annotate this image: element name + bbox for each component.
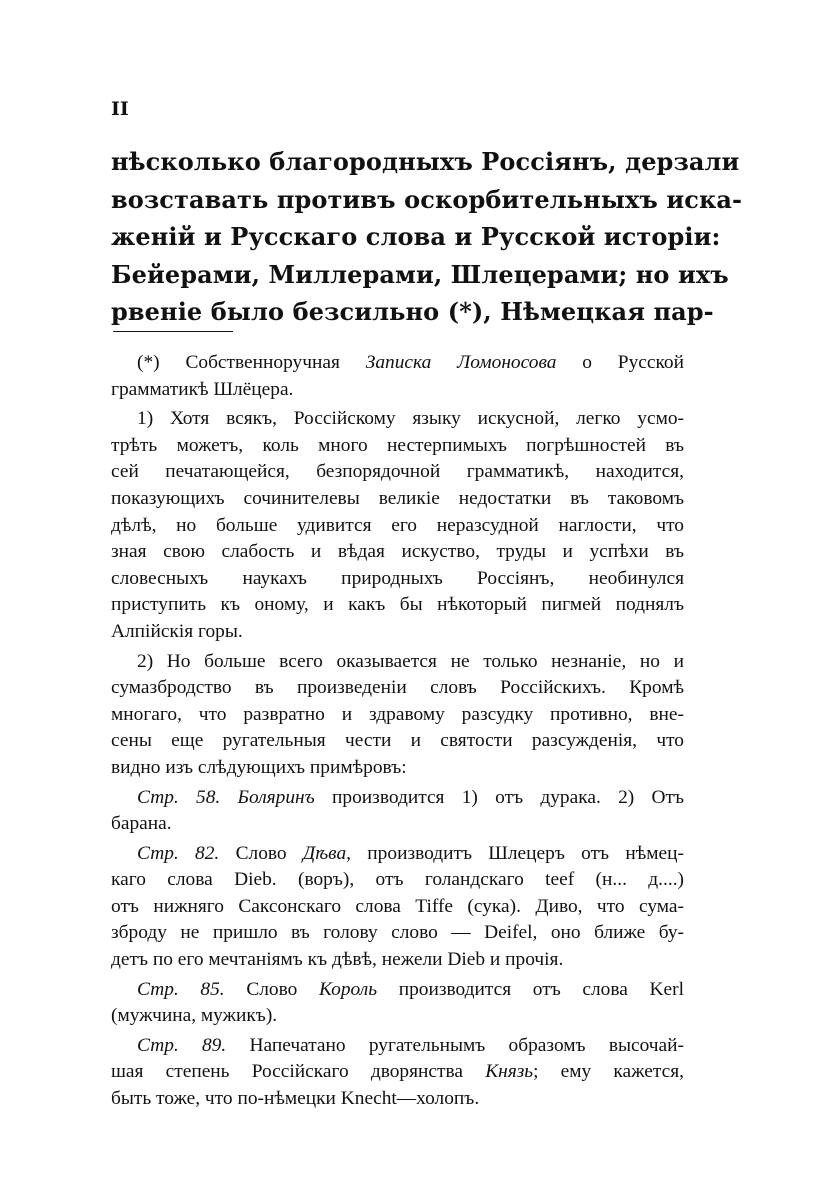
footnote-source-title: Записка Ломоносова: [365, 352, 557, 373]
footnote-line: сумазбродство въ произведеніи словъ Россійскихъ. Кромѣ: [111, 677, 684, 699]
footnote-line: зная свою слабость и вѣдая искуство, труды и успѣхи въ: [111, 541, 684, 563]
example-word: Король: [319, 978, 378, 1000]
page-number: II: [111, 98, 129, 120]
footnote-header: [111, 350, 684, 403]
example-line: [111, 1033, 684, 1060]
example-page-89: [111, 1033, 684, 1113]
example-line: каго слова Dieb. (воръ), отъ голандскаго teef (н... д....): [111, 869, 684, 891]
page-reference: Стр. 85.: [137, 978, 225, 1000]
footnote-header-rest: о Русской: [582, 352, 685, 373]
footnote-line: Алпійскія горы.: [111, 620, 243, 642]
example-word: Князь: [485, 1061, 534, 1083]
example-text: Слово: [246, 978, 298, 1000]
main-text-line: Бейерами, Миллерами, Шлецерами; но ихъ: [111, 259, 729, 289]
example-text: ; ему кажется,: [533, 1061, 684, 1083]
footnote-line: сены еще ругательныя чести и святости разсужденія, что: [111, 730, 684, 752]
footnote-line: трѣть можетъ, коль много нестерпимыхъ погрѣшностей въ: [111, 434, 684, 456]
example-page-85: [111, 977, 684, 1030]
main-text-line: рвеніе было безсильно (*), Нѣмецкая пар-: [111, 297, 714, 326]
footnote-header-line: [111, 350, 684, 377]
page-reference: Стр. 58.: [137, 786, 221, 808]
example-text: Напечатано ругательнымъ образомъ высочай-: [249, 1034, 684, 1056]
footnote-line: многаго, что развратно и здравому разсудку противно, вне-: [111, 703, 684, 725]
example-line: (мужчина, мужикъ).: [111, 1005, 278, 1027]
example-text: производится отъ слова Kerl: [398, 978, 684, 1000]
example-page-82: [111, 841, 684, 974]
footnote-line: приступить къ оному, и какъ бы нѣкоторый пигмей поднялъ: [111, 594, 684, 616]
example-text: производится 1) отъ дурака. 2) Отъ: [332, 786, 685, 808]
footnote-line: 2) Но больше всего оказывается не только незнаніе, но и: [137, 650, 684, 672]
example-line: [111, 977, 684, 1004]
example-line: барана.: [111, 813, 172, 835]
footnote-header-line: грамматикѣ Шлёцера.: [111, 378, 294, 400]
page-reference: Стр. 82.: [137, 842, 220, 864]
footnote-item-2: [111, 649, 684, 782]
example-line: детъ по его мечтаніямъ къ дѣвѣ, нежели Dieb и прочія.: [111, 949, 564, 971]
example-line: быть тоже, что по-нѣмецки Knecht—холопъ.: [111, 1088, 480, 1110]
example-line: отъ нижняго Саксонскаго слова Tiffe (сука). Диво, что сума-: [111, 895, 684, 917]
example-word: Дѣва: [302, 842, 347, 864]
example-text: шая степень Россійскаго дворянства: [111, 1061, 464, 1083]
main-text-line: женій и Русскаго слова и Русской исторіи:: [111, 222, 721, 251]
example-text: , производитъ Шлецеръ отъ нѣмец-: [346, 842, 684, 864]
example-text: Слово: [235, 842, 287, 864]
footnote-line: 1) Хотя всякъ, Россійскому языку искусной, легко усмо-: [137, 408, 684, 430]
example-page-58: [111, 785, 684, 838]
footnote-line: сей печатающейся, безпорядочной грамматикѣ, находится,: [111, 461, 684, 483]
example-line: [111, 841, 684, 868]
footnote-line: дѣлѣ, но больше удивится его неразсудной наглости, что: [111, 514, 684, 536]
main-text-line: нѣсколько благородныхъ Россіянъ, дерзали: [111, 147, 740, 176]
footnote-item-1: [111, 406, 684, 645]
main-text-line: возставать противъ оскорбительныхъ иска-: [111, 184, 743, 214]
footnote-line: словесныхъ наукахъ природныхъ Россіянъ, необинулся: [111, 567, 684, 589]
footnote: [111, 350, 684, 1113]
example-line: [111, 785, 684, 812]
page-reference: Стр. 89.: [137, 1034, 227, 1056]
example-line: [111, 1059, 684, 1086]
example-line: зброду не пришло въ голову слово — Deifel, оно ближе бу-: [111, 922, 684, 944]
footnote-line: видно изъ слѣдующихъ примѣровъ:: [111, 756, 407, 778]
main-text: [111, 143, 743, 331]
example-word: Боляринъ: [237, 786, 315, 808]
footnote-marker: (*) Собственноручная: [137, 352, 340, 373]
footnote-line: показующихъ сочинителевы великіе недостатки въ таковомъ: [111, 487, 684, 509]
footnote-divider: [113, 331, 233, 332]
